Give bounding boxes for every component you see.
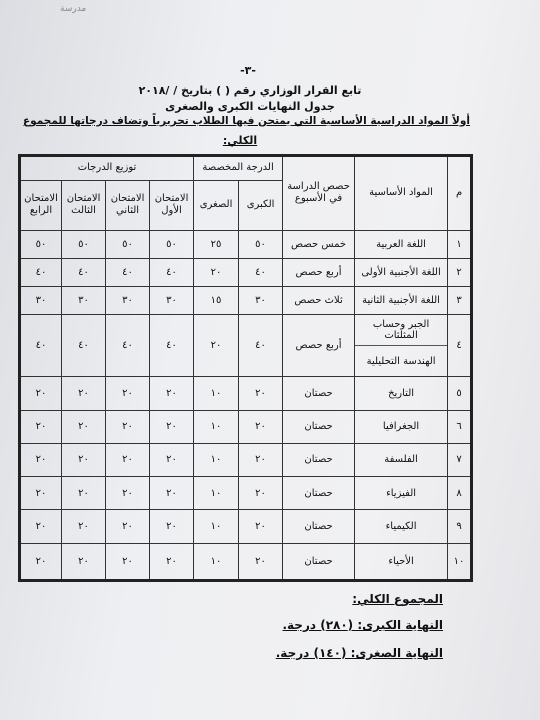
table-row [20, 286, 472, 314]
row-exam4: ٢٠ [20, 443, 62, 476]
row-num: ٤ [448, 314, 472, 376]
table-row [20, 477, 472, 510]
row-min: ١٠ [194, 377, 239, 410]
row-exam2: ٢٠ [106, 543, 150, 580]
row-max: ٣٠ [239, 286, 283, 314]
header-row-1 [20, 156, 472, 181]
col-header-max: الكبرى [239, 180, 283, 230]
col-header-exam2: الامتحان الثاني [106, 180, 150, 230]
row-periods: حصتان [283, 477, 355, 510]
row-exam1: ٢٠ [150, 477, 194, 510]
row-subject-algebra: الجبر وحساب المثلثات [372, 319, 430, 342]
row-subject: اللغة الأجنبية الثانية [355, 286, 448, 314]
row-exam3: ٥٠ [62, 230, 106, 258]
row-max: ٥٠ [239, 230, 283, 258]
row-exam3: ٤٠ [62, 314, 106, 376]
row-num: ٥ [448, 377, 472, 410]
row-exam1: ٢٠ [150, 410, 194, 443]
decree-reference: تابع القرار الوزاري رقم ( ) بتاريخ / /٢٠١٨ [138, 84, 362, 97]
corner-note: مدرسة [60, 4, 87, 14]
row-max: ٢٠ [239, 510, 283, 543]
table-row [20, 410, 472, 443]
row-exam3: ٢٠ [62, 510, 106, 543]
row-num: ٨ [448, 477, 472, 510]
total-label: المجموع الكلي: [352, 592, 443, 606]
row-exam2: ٢٠ [106, 477, 150, 510]
row-periods: أربع حصص [283, 314, 355, 376]
table-body [20, 230, 472, 580]
row-exam3: ٤٠ [62, 258, 106, 286]
row-exam4: ٢٠ [20, 477, 62, 510]
row-min: ٢٠ [194, 314, 239, 376]
row-exam2: ٢٠ [106, 510, 150, 543]
row-exam1: ٥٠ [150, 230, 194, 258]
row-num: ١ [448, 230, 472, 258]
row-min: ١٠ [194, 443, 239, 476]
row-exam1: ٣٠ [150, 286, 194, 314]
row-exam2: ٣٠ [106, 286, 150, 314]
row-periods: ثلاث حصص [283, 286, 355, 314]
row-exam4: ٢٠ [20, 377, 62, 410]
max-total: النهاية الكبرى: (٢٨٠) درجة. [282, 618, 443, 632]
row-subject-split [355, 314, 448, 376]
row-exam4: ٤٠ [20, 314, 62, 376]
row-subject: الفلسفة [355, 443, 448, 476]
row-exam3: ٢٠ [62, 477, 106, 510]
col-header-allotted: الدرجة المخصصة [194, 156, 283, 181]
section-heading-cont: الكلي: [222, 134, 258, 147]
row-exam3: ٢٠ [62, 410, 106, 443]
row-num: ١٠ [448, 543, 472, 580]
row-max: ٢٠ [239, 543, 283, 580]
row-subject: الأحياء [355, 543, 448, 580]
row-exam3: ٢٠ [62, 443, 106, 476]
min-total: النهاية الصغرى: (١٤٠) درجة. [275, 646, 443, 660]
row-subject: التاريخ [355, 377, 448, 410]
table-row [20, 543, 472, 580]
table-row [20, 314, 472, 376]
row-num: ٢ [448, 258, 472, 286]
col-header-exam1: الامتحان الأول [150, 180, 194, 230]
col-header-distribution: توزيع الدرجات [20, 156, 194, 181]
table-row [20, 377, 472, 410]
row-exam2: ٤٠ [106, 258, 150, 286]
row-min: ٢٠ [194, 258, 239, 286]
row-max: ٢٠ [239, 410, 283, 443]
row-exam4: ٤٠ [20, 258, 62, 286]
row-exam2: ٢٠ [106, 377, 150, 410]
grades-table [18, 154, 473, 582]
page-number: -٣- [240, 64, 256, 77]
row-exam4: ٥٠ [20, 230, 62, 258]
row-exam2: ٢٠ [106, 443, 150, 476]
row-exam3: ٢٠ [62, 543, 106, 580]
row-exam4: ٣٠ [20, 286, 62, 314]
row-exam4: ٢٠ [20, 543, 62, 580]
row-exam1: ٤٠ [150, 258, 194, 286]
row-subject: الفيزياء [355, 477, 448, 510]
col-header-exam4: الامتحان الرابع [20, 180, 62, 230]
row-subject-geometry: الهندسة التحليلية [355, 345, 447, 376]
row-subject: اللغة الأجنبية الأولى [355, 258, 448, 286]
table-row [20, 510, 472, 543]
row-max: ٢٠ [239, 377, 283, 410]
row-subject: اللغة العربية [355, 230, 448, 258]
row-exam3: ٣٠ [62, 286, 106, 314]
table-row [20, 258, 472, 286]
row-max: ٢٠ [239, 443, 283, 476]
table-title: جدول النهايات الكبرى والصغرى [165, 100, 335, 113]
row-num: ٣ [448, 286, 472, 314]
row-periods: حصتان [283, 543, 355, 580]
row-max: ٤٠ [239, 314, 283, 376]
row-min: ١٠ [194, 477, 239, 510]
row-exam1: ٤٠ [150, 314, 194, 376]
row-periods: حصتان [283, 377, 355, 410]
row-min: ١٥ [194, 286, 239, 314]
row-min: ١٠ [194, 510, 239, 543]
row-exam1: ٢٠ [150, 543, 194, 580]
table-row [20, 443, 472, 476]
row-exam1: ٢٠ [150, 510, 194, 543]
row-exam2: ٢٠ [106, 410, 150, 443]
col-header-exam3: الامتحان الثالث [62, 180, 106, 230]
col-header-min: الصغرى [194, 180, 239, 230]
row-num: ٩ [448, 510, 472, 543]
row-exam4: ٢٠ [20, 510, 62, 543]
row-min: ١٠ [194, 410, 239, 443]
row-periods: حصتان [283, 410, 355, 443]
row-exam2: ٤٠ [106, 314, 150, 376]
row-max: ٢٠ [239, 477, 283, 510]
row-min: ١٠ [194, 543, 239, 580]
row-exam2: ٥٠ [106, 230, 150, 258]
row-exam4: ٢٠ [20, 410, 62, 443]
row-subject: الكيمياء [355, 510, 448, 543]
row-periods: حصتان [283, 443, 355, 476]
row-subject: الجغرافيا [355, 410, 448, 443]
col-header-subject: المواد الأساسية [355, 156, 448, 231]
row-num: ٦ [448, 410, 472, 443]
row-num: ٧ [448, 443, 472, 476]
row-periods: حصتان [283, 510, 355, 543]
col-header-periods: حصص الدراسة في الأسبوع [283, 156, 355, 231]
row-periods: أربع حصص [283, 258, 355, 286]
section-heading: أولاً المواد الدراسية الأساسية التي يمتحن فيها الطلاب تحريرياً وتضاف درجاتها للمجموع [22, 115, 470, 127]
row-exam1: ٢٠ [150, 377, 194, 410]
row-min: ٢٥ [194, 230, 239, 258]
row-exam3: ٢٠ [62, 377, 106, 410]
table-row [20, 230, 472, 258]
row-exam1: ٢٠ [150, 443, 194, 476]
row-max: ٤٠ [239, 258, 283, 286]
row-periods: خمس حصص [283, 230, 355, 258]
col-header-num: م [448, 156, 472, 231]
